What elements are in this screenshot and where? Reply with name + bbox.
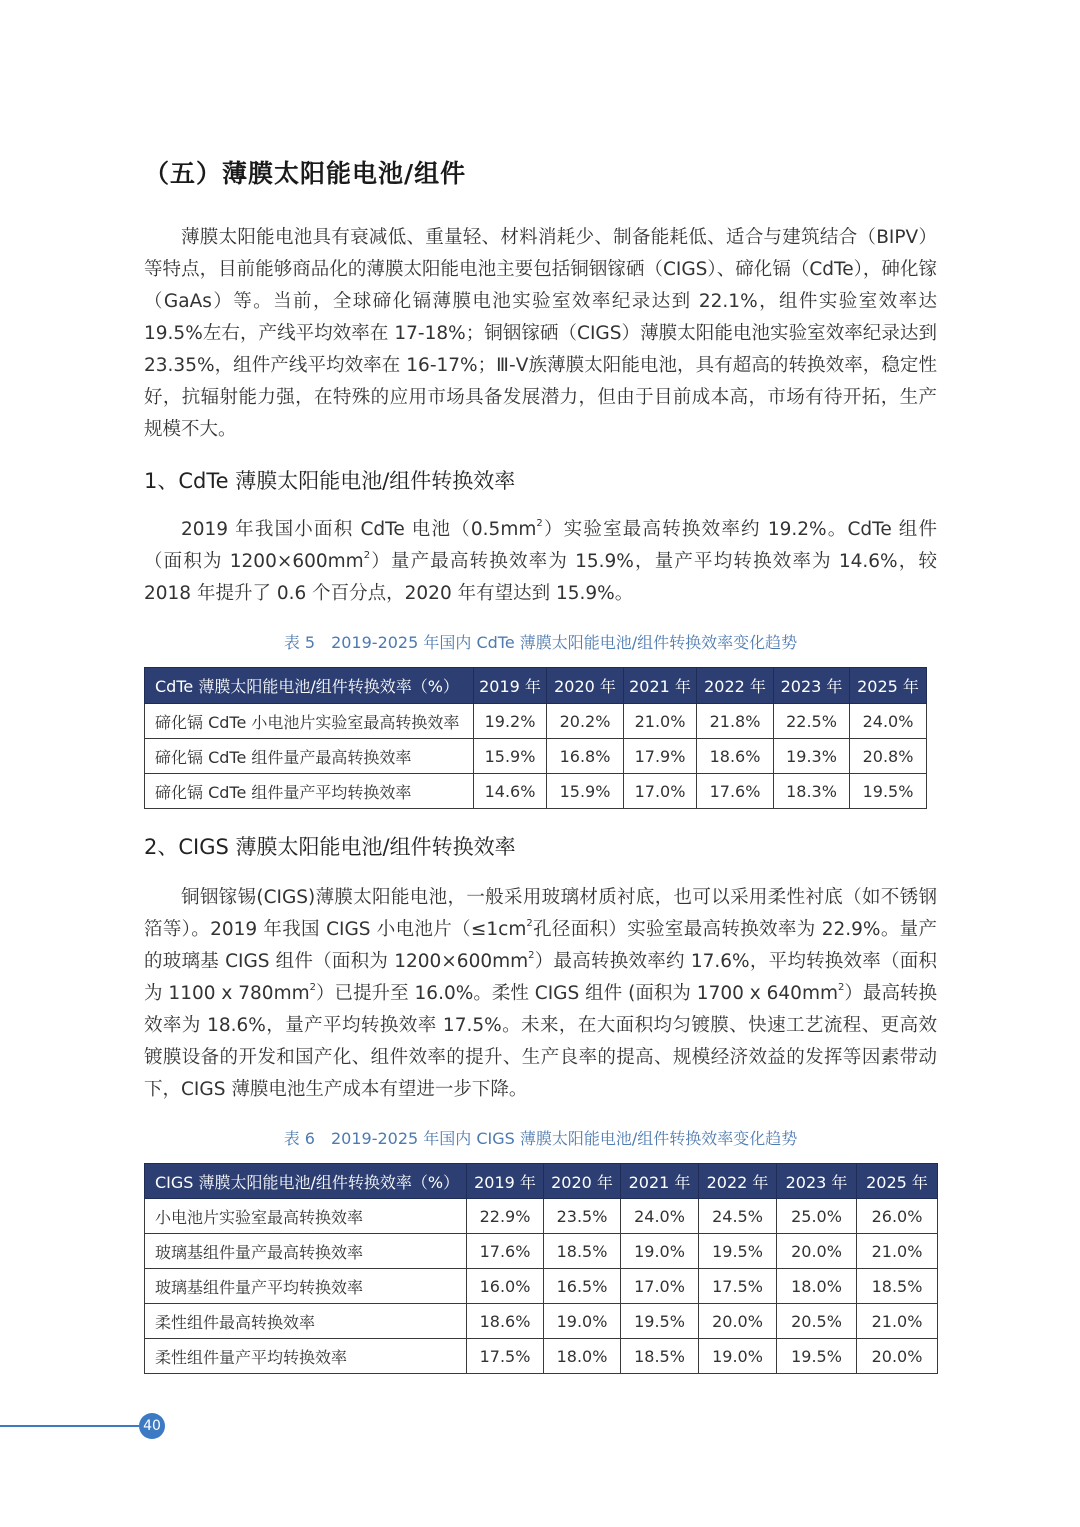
value-cell: 19.5%	[621, 1304, 699, 1339]
value-cell: 22.5%	[774, 704, 850, 739]
value-cell: 17.5%	[699, 1269, 777, 1304]
row-label-cell: 玻璃基组件量产最高转换效率	[145, 1234, 467, 1269]
header-metric-cell: CdTe 薄膜太阳能电池/组件转换效率（%）	[145, 668, 474, 704]
cigs-heading: 2、CIGS 薄膜太阳能电池/组件转换效率	[144, 835, 516, 859]
value-cell: 20.8%	[850, 739, 927, 774]
header-year-cell: 2022 年	[699, 1164, 777, 1199]
cigs-paragraph: 铜铟镓锡(CIGS)薄膜太阳能电池，一般采用玻璃材质衬底，也可以采用柔性衬底（如不锈钢箔等）。2019 年我国 CIGS 小电池片（$\le 1cm^2$孔径面积）实验室最高转换效率为 22.9%。量产的玻璃基 CIGS 组件（面积为 $1200\times 600mm^2$）最高转换效率约 17.6%，平均转换效率（面积为 1100 x $780mm^2$）已提升至 16.0%。柔性 CIGS 组件 (面积为 1700 x $640mm^2$）最高转换效率为 18.6%，量产平均转换效率 17.5%。未来，在大面积均匀镀膜、快速工艺流程、更高效镀膜设备的开发和国产化、组件效率的提升、生产良率的提高、规模经济效益的发挥等因素带动下，CIGS 薄膜电池生产成本有望进一步下降。	[144, 887, 938, 1100]
cigs-table-caption: 表 6 2019-2025 年国内 CIGS 薄膜太阳能电池/组件转换效率变化趋势	[283, 1129, 798, 1148]
cdte-heading: 1、CdTe 薄膜太阳能电池/组件转换效率	[144, 469, 516, 493]
value-cell: 19.5%	[777, 1339, 857, 1374]
value-cell: 19.5%	[699, 1234, 777, 1269]
row-label-cell: 小电池片实验室最高转换效率	[145, 1199, 467, 1234]
row-label-cell: 柔性组件最高转换效率	[145, 1304, 467, 1339]
header-year-cell: 2025 年	[857, 1164, 938, 1199]
value-cell: 15.9%	[474, 739, 547, 774]
header-year-cell: 2021 年	[624, 668, 697, 704]
cdte-table-caption: 表 5 2019-2025 年国内 CdTe 薄膜太阳能电池/组件转换效率变化趋势	[283, 633, 798, 652]
row-label-cell: 碲化镉 CdTe 小电池片实验室最高转换效率	[145, 704, 474, 739]
header-year-cell: 2020 年	[547, 668, 624, 704]
table-header-row	[145, 668, 927, 704]
value-cell: 24.5%	[699, 1199, 777, 1234]
cdte-efficiency-table	[144, 667, 927, 809]
value-cell: 14.6%	[474, 774, 547, 809]
value-cell: 18.0%	[544, 1339, 621, 1374]
intro-paragraph: 薄膜太阳能电池具有衰减低、重量轻、材料消耗少、制备能耗低、适合与建筑结合（BIPV）等特点，目前能够商品化的薄膜太阳能电池主要包括铜铟镓硒（CIGS）、碲化镉（CdTe），砷化镓（GaAs）等。当前，全球碲化镉薄膜电池实验室效率纪录达到 22.1%，组件实验室效率达 19.5%左右，产线平均效率在 17-18%；铜铟镓硒（CIGS）薄膜太阳能电池实验室效率纪录达到 23.35%，组件产线平均效率在 16-17%；Ⅲ-Ⅴ族薄膜太阳能电池，具有超高的转换效率，稳定性好，抗辐射能力强，在特殊的应用市场具备发展潜力，但由于目前成本高，市场有待开拓，生产规模不大。	[144, 227, 937, 440]
value-cell: 19.5%	[850, 774, 927, 809]
value-cell: 25.0%	[777, 1199, 857, 1234]
value-cell: 18.6%	[697, 739, 774, 774]
row-label-cell: 碲化镉 CdTe 组件量产平均转换效率	[145, 774, 474, 809]
value-cell: 16.8%	[547, 739, 624, 774]
page-number-badge: 40	[139, 1413, 165, 1439]
header-year-cell: 2023 年	[777, 1164, 857, 1199]
value-cell: 17.0%	[621, 1269, 699, 1304]
section-title: （五）薄膜太阳能电池/组件	[144, 159, 467, 188]
value-cell: 22.9%	[467, 1199, 544, 1234]
value-cell: 23.5%	[544, 1199, 621, 1234]
cdte-paragraph: 2019 年我国小面积 CdTe 电池$(0.5mm^2)$实验室最高转换效率约 19.2%。CdTe 组件（面积为 $1200\times 600mm^2$）量产最高转换效率为 15.9%，量产平均转换效率为 14.6%，较 2018 年提升了 0.6 个百分点，2020 年有望达到 15.9%。	[144, 518, 937, 604]
value-cell: 19.0%	[544, 1304, 621, 1339]
header-year-cell: 2022 年	[697, 668, 774, 704]
header-year-cell: 2019 年	[467, 1164, 544, 1199]
value-cell: 21.0%	[624, 704, 697, 739]
header-year-cell: 2021 年	[621, 1164, 699, 1199]
footer-line	[0, 1425, 140, 1427]
value-cell: 16.5%	[544, 1269, 621, 1304]
value-cell: 18.6%	[467, 1304, 544, 1339]
header-metric-cell: CIGS 薄膜太阳能电池/组件转换效率（%）	[145, 1164, 467, 1199]
value-cell: 18.5%	[544, 1234, 621, 1269]
value-cell: 21.0%	[857, 1234, 938, 1269]
value-cell: 17.6%	[697, 774, 774, 809]
header-year-cell: 2020 年	[544, 1164, 621, 1199]
table-row	[145, 1304, 938, 1339]
value-cell: 18.5%	[857, 1269, 938, 1304]
table-row	[145, 1234, 938, 1269]
table-row	[145, 1199, 938, 1234]
value-cell: 24.0%	[621, 1199, 699, 1234]
value-cell: 17.0%	[624, 774, 697, 809]
table-row	[145, 1269, 938, 1304]
row-label-cell: 玻璃基组件量产平均转换效率	[145, 1269, 467, 1304]
value-cell: 17.9%	[624, 739, 697, 774]
table-row	[145, 774, 927, 809]
value-cell: 20.2%	[547, 704, 624, 739]
value-cell: 18.5%	[621, 1339, 699, 1374]
table-header-row	[145, 1164, 938, 1199]
value-cell: 18.3%	[774, 774, 850, 809]
value-cell: 17.5%	[467, 1339, 544, 1374]
value-cell: 20.0%	[777, 1234, 857, 1269]
value-cell: 19.0%	[699, 1339, 777, 1374]
header-year-cell: 2023 年	[774, 668, 850, 704]
table-row	[145, 704, 927, 739]
row-label-cell: 碲化镉 CdTe 组件量产最高转换效率	[145, 739, 474, 774]
value-cell: 19.2%	[474, 704, 547, 739]
value-cell: 18.0%	[777, 1269, 857, 1304]
value-cell: 20.5%	[777, 1304, 857, 1339]
table-row	[145, 739, 927, 774]
value-cell: 26.0%	[857, 1199, 938, 1234]
row-label-cell: 柔性组件量产平均转换效率	[145, 1339, 467, 1374]
header-year-cell: 2025 年	[850, 668, 927, 704]
table-row	[145, 1339, 938, 1374]
value-cell: 21.8%	[697, 704, 774, 739]
value-cell: 17.6%	[467, 1234, 544, 1269]
value-cell: 20.0%	[699, 1304, 777, 1339]
value-cell: 19.3%	[774, 739, 850, 774]
value-cell: 15.9%	[547, 774, 624, 809]
value-cell: 24.0%	[850, 704, 927, 739]
value-cell: 21.0%	[857, 1304, 938, 1339]
value-cell: 20.0%	[857, 1339, 938, 1374]
cigs-efficiency-table	[144, 1163, 938, 1374]
header-year-cell: 2019 年	[474, 668, 547, 704]
value-cell: 16.0%	[467, 1269, 544, 1304]
value-cell: 19.0%	[621, 1234, 699, 1269]
